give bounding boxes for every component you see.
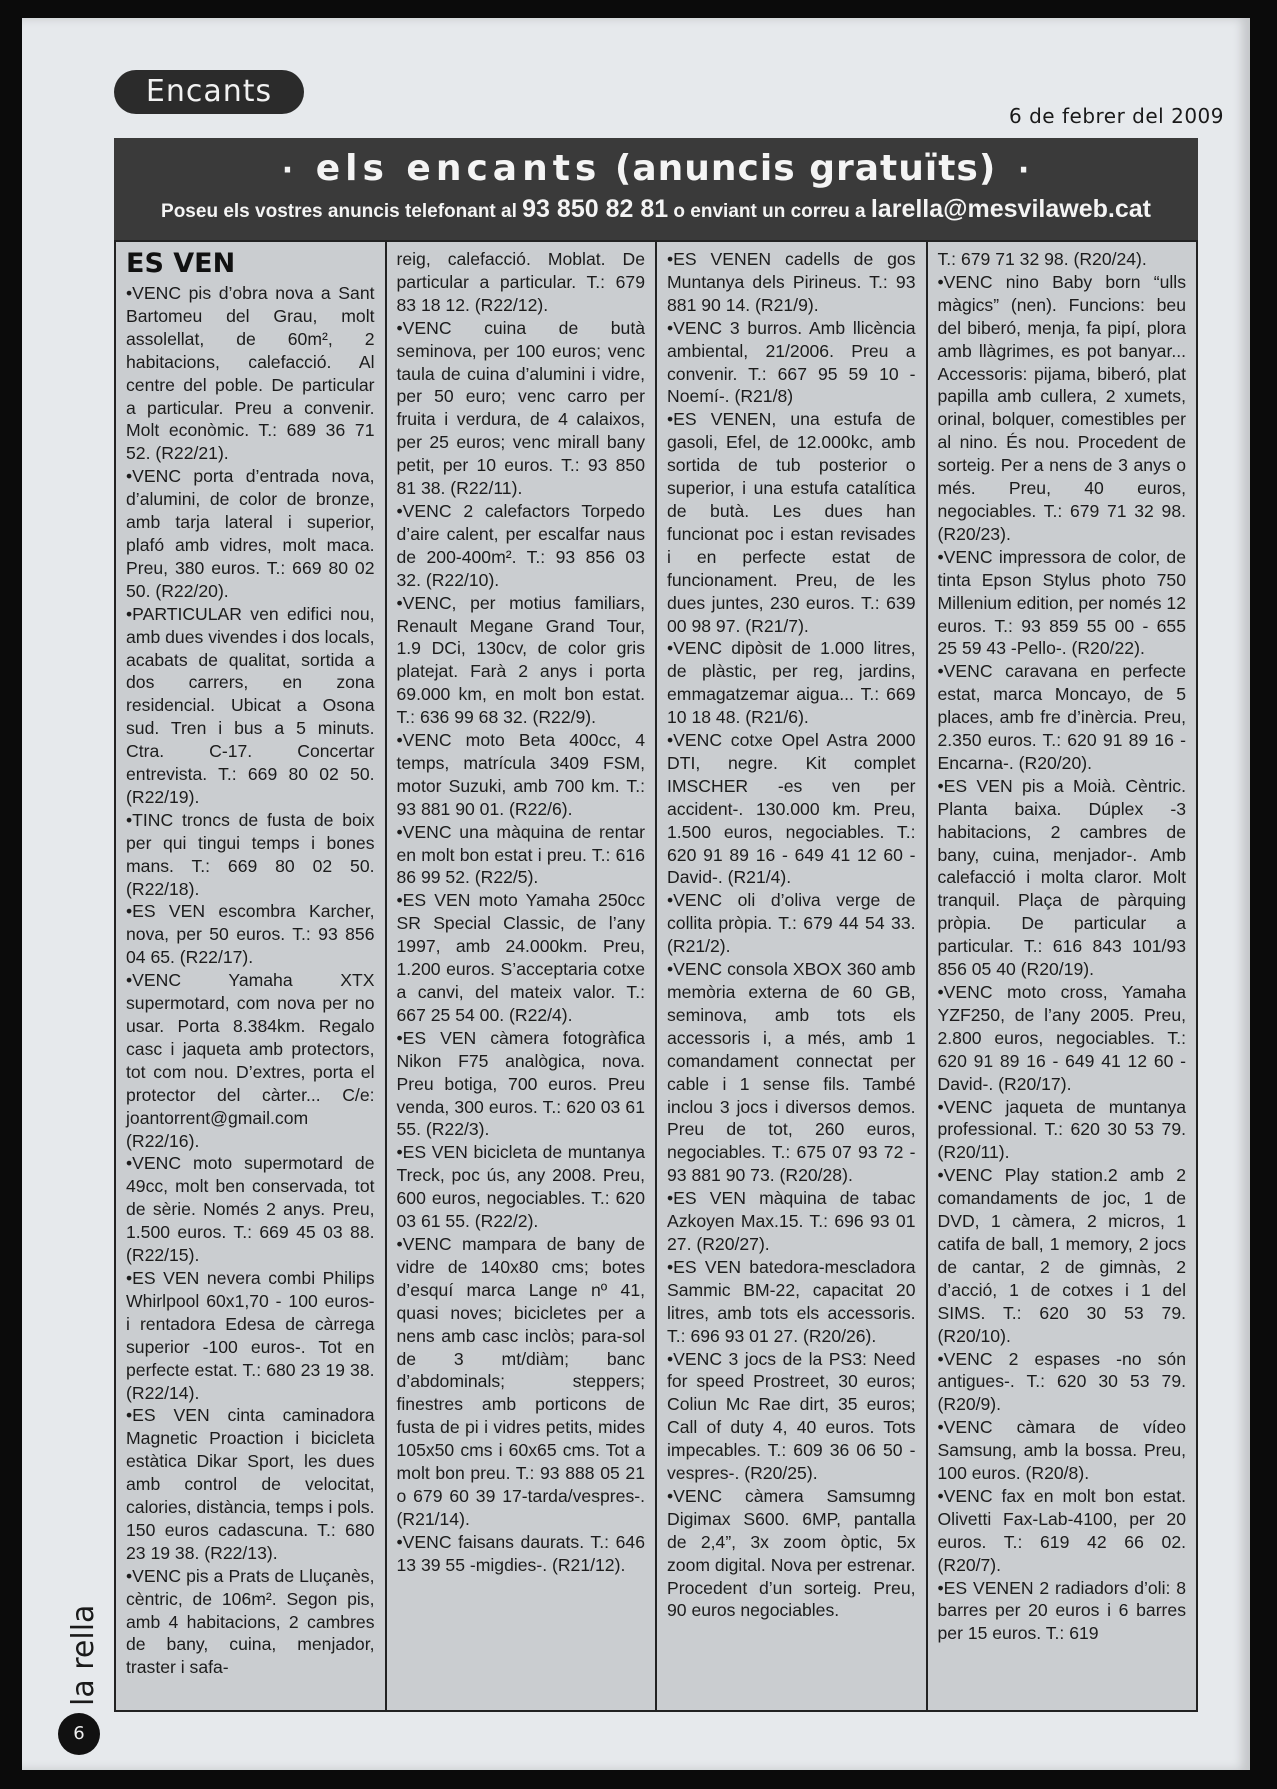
ad-item: •VENC Play station.2 amb 2 comandaments de joc, 1 de DVD, 1 càmera, 2 micros, 1 catifa de ball, 1 memory, 2 jocs de cantar, 2 de gimnàs, 2 d’acció, 1 de cotxes i 1 del SIMS. T.: 620 30 53 79. (R20/10).: [937, 1165, 1186, 1346]
ad-item: •ES VEN pis a Moià. Cèntric. Planta baixa. Dúplex -3 habitacions, 2 cambres de bany, cuina, menjador-. Amb calefacció i molta claror. Molt tranquil. Plaça de pàrquing pròpia. De particular a particular. T.: 616 843 101/93 856 05 40 (R20/19).: [937, 775, 1186, 980]
ad-item: •VENC consola XBOX 360 amb memòria externa de 60 GB, seminova, amb tots els accessoris i, a més, amb 1 comandament connectat per cable i 1 sense fils. També inclou 3 jocs i diversos demos. Preu de tot, 260 euros, negociables. T.: 675 07 93 72 - 93 881 90 73. (R20/28).: [667, 959, 916, 1186]
banner-contact-middle: o enviant un correu a: [673, 201, 866, 222]
banner-title-main: els encants: [315, 148, 602, 189]
ad-item: •VENC fax en molt bon estat. Olivetti Fax-Lab-4100, per 20 euros. T.: 619 42 66 02. (R20/7).: [937, 1485, 1186, 1575]
ads-column-1: [116, 242, 387, 1710]
ad-item: •ES VEN bicicleta de muntanya Treck, poc ús, any 2008. Preu, 600 euros, negociables. T.: 620 03 61 55. (R22/2).: [396, 1142, 645, 1232]
ad-item: •ES VENEN 2 radiadors d’oli: 8 barres per 20 euros i 6 barres per 15 euros. T.: 619: [937, 1577, 1186, 1644]
ad-item: •PARTICULAR ven edifici nou, amb dues vivendes i dos locals, acabats de qualitat, sortida a dos carrers, en zona residencial. Ubicat a Osona sud. Tren i bus a 5 minuts. Ctra. C-17. Concertar entrevista. T.: 669 80 02 50. (R22/19).: [126, 603, 375, 807]
banner-dot-right: ·: [1017, 153, 1031, 188]
ad-item: •VENC cotxe Opel Astra 2000 DTI, negre. Kit complet IMSCHER -es ven per accident-. 130.000 km. Preu, 1.500 euros, negociables. T.: 620 91 89 16 - 649 41 12 60 -David-. (R21/4).: [667, 730, 916, 888]
ad-item: •ES VEN càmera fotogràfica Nikon F75 analògica, nova. Preu botiga, 700 euros. Preu venda, 300 euros. T.: 620 03 61 55. (R22/3).: [396, 1027, 645, 1140]
classifieds-banner: [114, 138, 1198, 240]
ad-item: •ES VENEN cadells de gos Muntanya dels Pirineus. T.: 93 881 90 14. (R21/9).: [667, 249, 916, 315]
ad-item: •VENC 2 espases -no són antigues-. T.: 620 30 53 79. (R20/9).: [937, 1348, 1186, 1415]
page-number: 6: [58, 1713, 100, 1755]
ad-item: •ES VENEN, una estufa de gasoli, Efel, de 12.000kc, amb sortida de tub posterior o superior, i una estufa catalítica de butà. Les dues han funcionat poc i estan revisades i en perfecte estat de funcionament. Preu, de les dues juntes, 230 euros. T.: 639 00 98 97. (R21/7).: [667, 409, 916, 636]
ad-item: •VENC mampara de bany de vidre de 140x80 cms; botes d’esquí marca Lange nº 41, quasi noves; bicicletes per a nens amb casc inclòs; para-sol de 3 mt/diàm; banc d’abdominals; steppers; finestres amb porticons de fusta de pi i vidres petits, mides 105x50 cms i 60x65 cms. Tot a molt bon preu. T.: 93 888 05 21 o 679 60 39 17-tarda/vespres-. (R21/14).: [396, 1233, 645, 1529]
ad-item: •VENC cuina de butà seminova, per 100 euros; venc taula de cuina d’alumini i vidre, per 50 euro; venc carro per fruita i verdura, de 4 calaixos, per 25 euros; venc mirall bany petit, per 10 euros. T.: 93 850 81 38. (R22/11).: [396, 317, 645, 499]
ads-column-3: [657, 242, 928, 1710]
ad-item: •ES VEN moto Yamaha 250cc SR Special Classic, de l’any 1997, amb 24.000km. Preu, 1.200 euros. S’acceptaria cotxe a canvi, del mateix valor. T.: 667 25 54 00. (R22/4).: [396, 890, 645, 1025]
banner-phone[interactable]: 93 850 82 81: [522, 195, 669, 223]
ad-item: •VENC moto Beta 400cc, 4 temps, matrícula 3409 FSM, motor Suzuki, amb 700 km. T.: 93 881 90 01. (R22/6).: [396, 730, 645, 819]
ad-item: •VENC jaqueta de muntanya professional. T.: 620 30 53 79. (R20/11).: [937, 1096, 1186, 1163]
ad-item: •VENC 2 calefactors Torpedo d’aire calent, per escalfar naus de 200-400m². T.: 93 856 03 32. (R22/10).: [396, 500, 645, 590]
issue-date: 6 de febrer del 2009: [1009, 104, 1224, 128]
ads-column-4: [928, 242, 1197, 1710]
ad-item: •ES VEN batedora-mescladora Sammic BM-22, capacitat 20 litres, amb tots els accessoris. T.: 696 93 01 27. (R20/26).: [667, 1256, 916, 1346]
publication-brand: la rella: [66, 1604, 101, 1706]
ad-item: •VENC faisans daurats. T.: 646 13 39 55 -migdies-. (R21/12).: [396, 1531, 645, 1575]
ad-item: •VENC impressora de color, de tinta Epson Stylus photo 750 Millenium edition, per només 12 euros. T.: 93 859 55 00 - 655 25 59 43 -Pello-. (R20/22).: [937, 546, 1186, 659]
ad-item: •VENC caravana en perfecte estat, marca Moncayo, de 5 places, amb fre d’inèrcia. Preu, 2.350 euros. T.: 620 91 89 16 -Encarna-. (R20/20).: [937, 661, 1186, 773]
banner-dot-left: ·: [281, 153, 295, 188]
ad-item: •VENC càmera Samsumng Digimax S600. 6MP, pantalla de 2,4”, 3x zoom òptic, 5x zoom digital. Nova per estrenar. Procedent d’un sorteig. Preu, 90 euros negociables.: [667, 1485, 916, 1621]
classified-ads-grid: [114, 240, 1198, 1712]
ad-item: •ES VEN màquina de tabac Azkoyen Max.15. T.: 696 93 01 27. (R20/27).: [667, 1188, 916, 1254]
newspaper-page: [22, 18, 1250, 1770]
banner-title: [114, 148, 1198, 189]
ad-item: reig, calefacció. Moblat. De particular a particular. T.: 679 83 18 12. (R22/12).: [396, 249, 645, 315]
ad-item: •ES VEN cinta caminadora Magnetic Proaction i bicicleta estàtica Dikar Sport, les dues amb control de velocitat, calories, distància, temps i pols. 150 euros cadascuna. T.: 680 23 19 38. (R22/13).: [126, 1405, 375, 1563]
ad-item: •VENC 3 jocs de la PS3: Need for speed Prostreet, 30 euros; Coliun Mc Rae dirt, 35 euros; Call of duty 4, 40 euros. Tots impecables. T.: 609 36 06 50 -vespres-. (R20/25).: [667, 1348, 916, 1484]
ad-item: •VENC Yamaha XTX supermotard, com nova per no usar. Porta 8.384km. Regalo casc i jaqueta amb protectors, tot com nou. D’extres, porta el protector del càrter... C/e: joantorrent@gmail.com (R22/16).: [126, 970, 375, 1151]
ad-item: •ES VEN escombra Karcher, nova, per 50 euros. T.: 93 856 04 65. (R22/17).: [126, 901, 375, 968]
banner-contact-line: [114, 195, 1198, 224]
ad-item: •VENC càmara de vídeo Samsung, amb la bossa. Preu, 100 euros. (R20/8).: [937, 1417, 1186, 1484]
ad-item: •TINC troncs de fusta de boix per qui tingui temps i bones mans. T.: 669 80 02 50. (R22/18).: [126, 809, 375, 899]
ad-item: •VENC dipòsit de 1.000 litres, de plàstic, per reg, jardins, emmagatzemar aigua... T.: 669 10 18 48. (R21/6).: [667, 638, 916, 728]
ad-item: •ES VEN nevera combi Philips Whirlpool 60x1,70 - 100 euros- i rentadora Edesa de càrrega superior -100 euros-. Tot en perfecte estat. T.: 680 23 19 38. (R22/14).: [126, 1267, 375, 1403]
ad-item: •VENC pis a Prats de Lluçanès, cèntric, de 106m². Segon pis, amb 4 habitacions, 2 cambres de bany, cuina, menjador, traster i safa-: [126, 1565, 375, 1678]
banner-email[interactable]: larella@mesvilaweb.cat: [870, 195, 1151, 223]
ad-item: •VENC pis d’obra nova a Sant Bartomeu del Grau, molt assolellat, de 60m², 2 habitacions, calefacció. Al centre del poble. De particular a particular. Preu a convenir. Molt econòmic. T.: 689 36 71 52. (R22/21).: [126, 283, 375, 464]
ad-item: •VENC oli d’oliva verge de collita pròpia. T.: 679 44 54 33. (R21/2).: [667, 890, 916, 957]
banner-contact-intro: Poseu els vostres anuncis telefonant al: [161, 201, 517, 222]
ad-item: •VENC porta d’entrada nova, d’alumini, de color de bronze, amb tarja lateral i superior, plafó amb vidres, molt maca. Preu, 380 euros. T.: 669 80 02 50. (R22/20).: [126, 466, 375, 601]
section-heading: ES VEN: [126, 248, 236, 279]
ad-item: •VENC, per motius familiars, Renault Megane Grand Tour, 1.9 DCi, 130cv, de color gris platejat. Farà 2 anys i porta 69.000 km, en molt bon estat. T.: 636 99 68 32. (R22/9).: [396, 592, 645, 728]
ad-item: •VENC moto supermotard de 49cc, molt ben conservada, tot de sèrie. Només 2 anys. Preu, 1.500 euros. T.: 669 45 03 88. (R22/15).: [126, 1153, 375, 1266]
ad-item: •VENC 3 burros. Amb llicència ambiental, 21/2006. Preu a convenir. T.: 667 95 59 10 -Noemí-. (R21/8): [667, 317, 916, 407]
ad-item: •VENC moto cross, Yamaha YZF250, de l’any 2005. Preu, 2.800 euros, negociables. T.: 620 91 89 16 - 649 41 12 60 -David-. (R20/17).: [937, 982, 1186, 1094]
ad-item: •VENC nino Baby born “ulls màgics” (nen). Funcions: beu del biberó, menja, fa pipí, plora amb llàgrimes, es pot banyar... Accessoris: pijama, biberó, plat papilla amb cullera, 2 xumets, orinal, bolquer, comestibles per al nino. És nou. Procedent de sorteig. Per a nens de 3 anys o més. Preu, 40 euros, negociables. T.: 679 71 32 98. (R20/23).: [937, 271, 1186, 544]
ads-column-2: [387, 242, 658, 1710]
section-label: Encants: [114, 70, 304, 114]
ad-item: T.: 679 71 32 98. (R20/24).: [937, 249, 1147, 269]
ad-item: •VENC una màquina de rentar en molt bon estat i preu. T.: 616 86 99 52. (R22/5).: [396, 821, 645, 888]
banner-title-sub: (anuncis gratuïts): [614, 148, 997, 189]
